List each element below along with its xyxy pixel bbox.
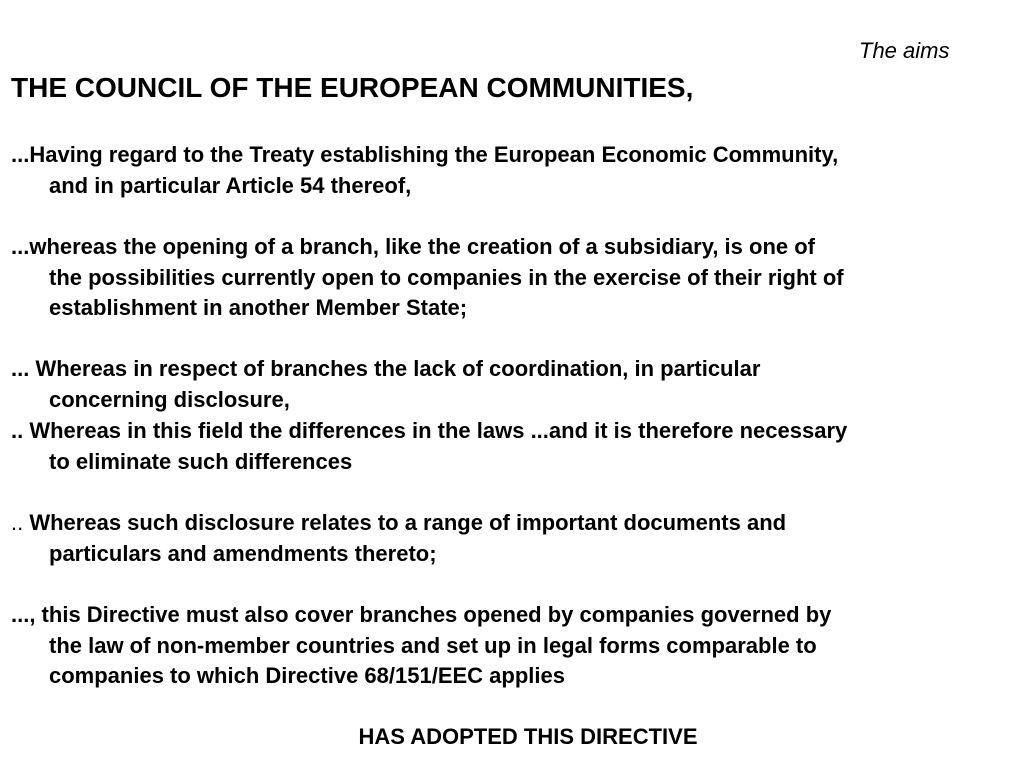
recital-disclosure <box>11 508 1001 569</box>
recital-branch-opening <box>11 232 1001 324</box>
page-title: THE COUNCIL OF THE EUROPEAN COMMUNITIES, <box>11 72 694 103</box>
adoption-statement: HAS ADOPTED THIS DIRECTIVE <box>358 724 698 749</box>
recital-line-text: Whereas such disclosure relates to a range of important documents and <box>23 510 787 535</box>
recital-line: the possibilities currently open to companies in the exercise of their right of <box>49 264 844 290</box>
recital-line <box>11 508 1001 539</box>
recital-differences <box>11 416 1001 477</box>
recital-line: .. Whereas in this field the differences in the laws ...and it is therefore necessary <box>11 418 848 443</box>
recital-line: and in particular Article 54 thereof, <box>49 172 412 198</box>
recital-line: concerning disclosure, <box>49 386 290 412</box>
recital-line: companies to which Directive 68/151/EEC applies <box>49 663 565 689</box>
section-label: The aims <box>859 38 950 63</box>
recital-line: ...Having regard to the Treaty establishing the European Economic Community, <box>11 142 839 167</box>
recital-coordination <box>11 354 1001 415</box>
recital-treaty <box>11 140 1001 201</box>
recital-line: to eliminate such differences <box>49 448 353 474</box>
recital-line: ..., this Directive must also cover branches opened by companies governed by <box>11 602 832 627</box>
recital-line: particulars and amendments thereto; <box>49 540 437 566</box>
recital-line: ...whereas the opening of a branch, like the creation of a subsidiary, is one of <box>11 234 815 259</box>
recital-non-member <box>11 600 1001 692</box>
recital-line: establishment in another Member State; <box>49 295 468 321</box>
recital-prefix: .. <box>11 510 24 535</box>
recital-line: ... Whereas in respect of branches the lack of coordination, in particular <box>11 356 761 381</box>
recital-line: the law of non-member countries and set up in legal forms comparable to <box>49 632 817 658</box>
